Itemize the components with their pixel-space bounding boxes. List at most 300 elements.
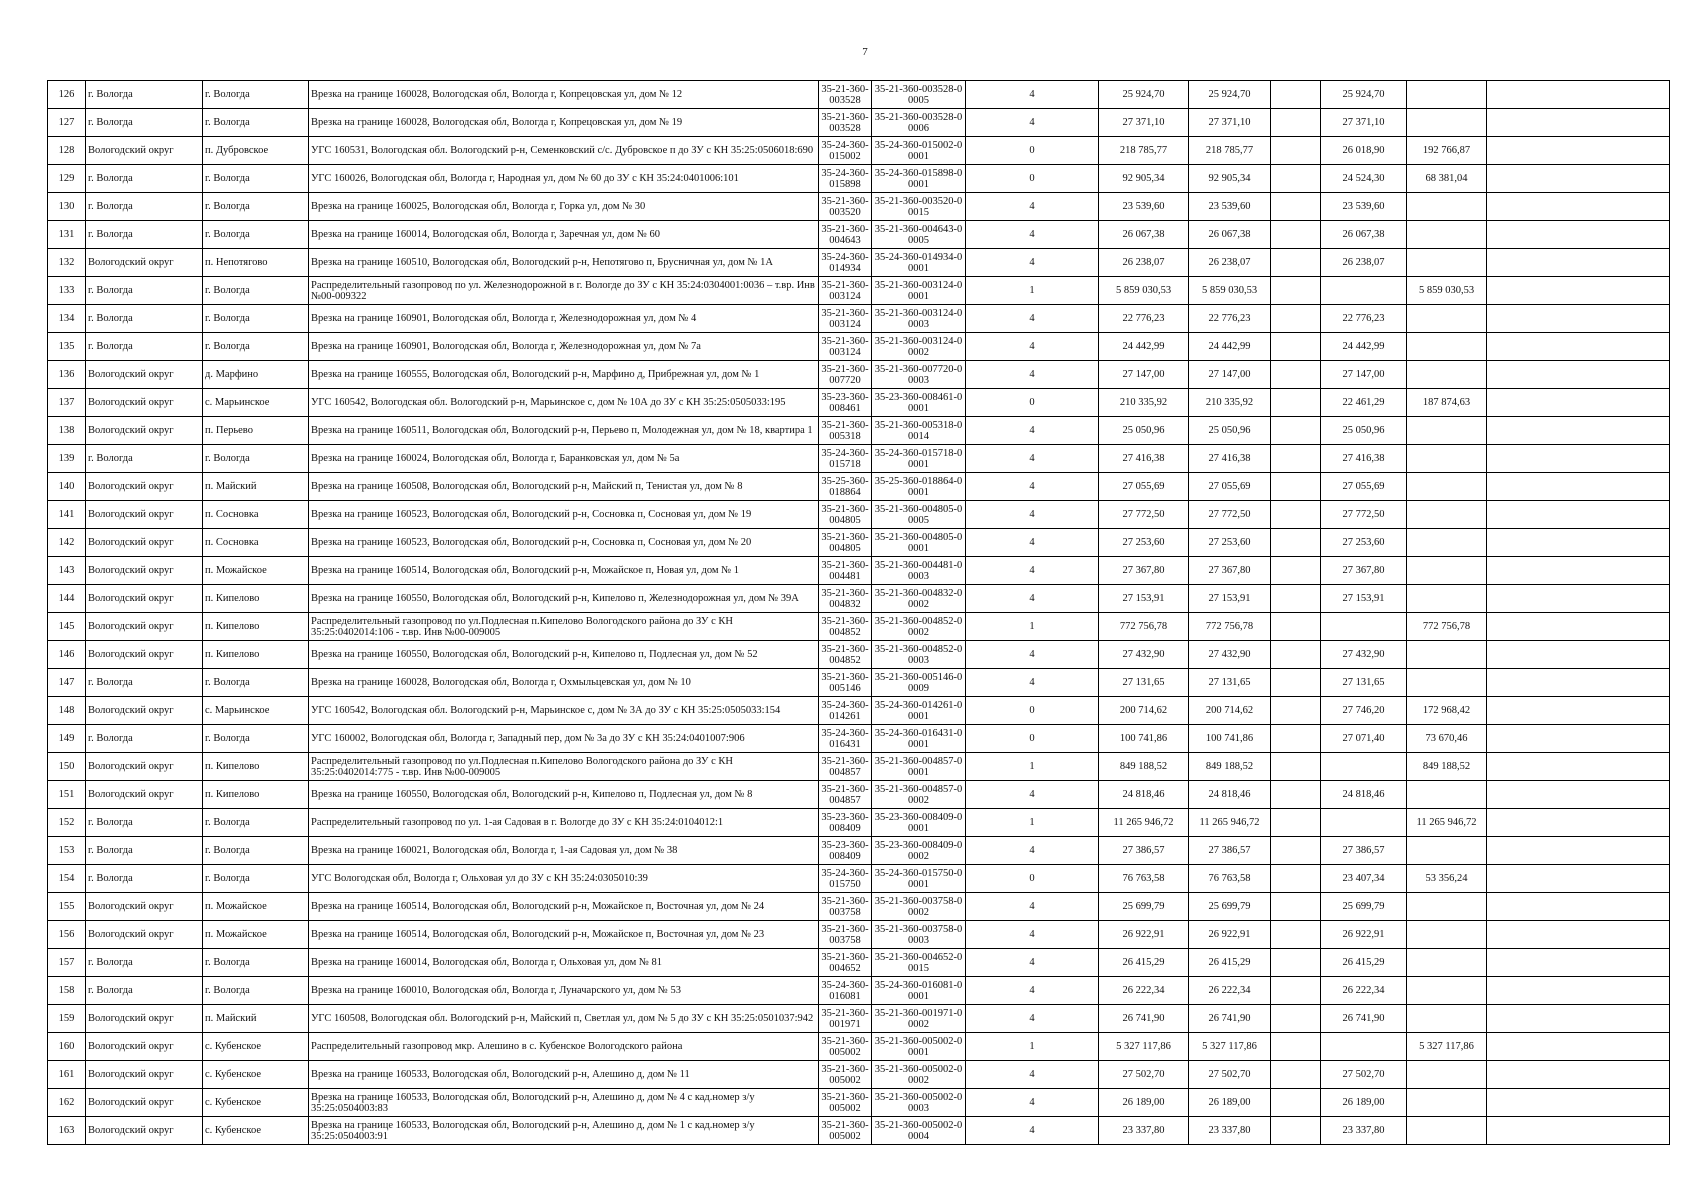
cost-cell: 100 741,86: [1189, 725, 1271, 753]
cost-cell: 26 415,29: [1189, 949, 1271, 977]
cost-cell: 24 818,46: [1189, 781, 1271, 809]
district-cell: Вологодский округ: [86, 137, 203, 165]
locality-cell: п. Сосновка: [203, 501, 309, 529]
empty-cell: [1487, 697, 1670, 725]
object-id-cell: 35-21-360-003528-00005: [872, 81, 966, 109]
total-cost-cell: 27 055,69: [1099, 473, 1189, 501]
connection-cost-cell: 26 189,00: [1321, 1089, 1407, 1117]
cadastral-number-cell: 35-25-360-018864: [819, 473, 872, 501]
district-cell: Вологодский округ: [86, 1061, 203, 1089]
total-cost-cell: 772 756,78: [1099, 613, 1189, 641]
empty-cell: [1487, 193, 1670, 221]
extra-cost-cell: [1407, 417, 1487, 445]
total-cost-cell: 27 772,50: [1099, 501, 1189, 529]
cost-cell: 92 905,34: [1189, 165, 1271, 193]
connection-cost-cell: 26 067,38: [1321, 221, 1407, 249]
empty-cell: [1487, 1117, 1670, 1145]
object-id-cell: 35-21-360-005002-00004: [872, 1117, 966, 1145]
connection-cost-cell: 27 386,57: [1321, 837, 1407, 865]
empty-cell: [1271, 781, 1321, 809]
empty-cell: [1487, 333, 1670, 361]
extra-cost-cell: [1407, 1005, 1487, 1033]
connection-cost-cell: 26 018,90: [1321, 137, 1407, 165]
empty-cell: [1487, 837, 1670, 865]
total-cost-cell: 11 265 946,72: [1099, 809, 1189, 837]
category-cell: 4: [966, 193, 1099, 221]
locality-cell: г. Вологда: [203, 277, 309, 305]
cadastral-number-cell: 35-21-360-005002: [819, 1033, 872, 1061]
district-cell: Вологодский округ: [86, 613, 203, 641]
extra-cost-cell: 187 874,63: [1407, 389, 1487, 417]
object-description-cell: Врезка на границе 160533, Вологодская обл, Вологодский р-н, Алешино д, дом № 1 с кад.номер з/у 35:25:0504003:91: [309, 1117, 819, 1145]
empty-cell: [1271, 1033, 1321, 1061]
page-number: 7: [862, 46, 868, 58]
category-cell: 4: [966, 249, 1099, 277]
connection-cost-cell: 27 153,91: [1321, 585, 1407, 613]
category-cell: 4: [966, 529, 1099, 557]
object-id-cell: 35-25-360-018864-00001: [872, 473, 966, 501]
total-cost-cell: 26 238,07: [1099, 249, 1189, 277]
row-number: 156: [48, 921, 86, 949]
district-cell: Вологодский округ: [86, 501, 203, 529]
total-cost-cell: 27 153,91: [1099, 585, 1189, 613]
connection-cost-cell: 24 442,99: [1321, 333, 1407, 361]
object-description-cell: Врезка на границе 160550, Вологодская обл, Вологодский р-н, Кипелово п, Подлесная ул, дом № 8: [309, 781, 819, 809]
object-description-cell: Врезка на границе 160901, Вологодская обл, Вологда г, Железнодорожная ул, дом № 7а: [309, 333, 819, 361]
extra-cost-cell: [1407, 109, 1487, 137]
category-cell: 4: [966, 1089, 1099, 1117]
cost-cell: 25 050,96: [1189, 417, 1271, 445]
locality-cell: г. Вологда: [203, 809, 309, 837]
district-cell: г. Вологда: [86, 305, 203, 333]
district-cell: г. Вологда: [86, 669, 203, 697]
category-cell: 1: [966, 1033, 1099, 1061]
total-cost-cell: 23 337,80: [1099, 1117, 1189, 1145]
category-cell: 1: [966, 613, 1099, 641]
empty-cell: [1487, 501, 1670, 529]
empty-cell: [1271, 221, 1321, 249]
locality-cell: г. Вологда: [203, 165, 309, 193]
locality-cell: г. Вологда: [203, 333, 309, 361]
empty-cell: [1487, 305, 1670, 333]
object-id-cell: 35-21-360-004832-00002: [872, 585, 966, 613]
category-cell: 0: [966, 697, 1099, 725]
cadastral-number-cell: 35-24-360-014261: [819, 697, 872, 725]
row-number: 143: [48, 557, 86, 585]
empty-cell: [1487, 865, 1670, 893]
cadastral-number-cell: 35-21-360-003528: [819, 81, 872, 109]
locality-cell: п. Можайское: [203, 893, 309, 921]
locality-cell: п. Перьево: [203, 417, 309, 445]
row-number: 134: [48, 305, 86, 333]
cost-cell: 27 386,57: [1189, 837, 1271, 865]
object-description-cell: Врезка на границе 160024, Вологодская обл, Вологда г, Баранковская ул, дом № 5а: [309, 445, 819, 473]
cost-cell: 25 699,79: [1189, 893, 1271, 921]
cadastral-number-cell: 35-21-360-003124: [819, 305, 872, 333]
cadastral-number-cell: 35-24-360-015898: [819, 165, 872, 193]
empty-cell: [1271, 1089, 1321, 1117]
object-description-cell: Врезка на границе 160028, Вологодская обл, Вологда г, Охмыльцевская ул, дом № 10: [309, 669, 819, 697]
table-row: [48, 417, 1670, 445]
category-cell: 4: [966, 333, 1099, 361]
object-id-cell: 35-21-360-003124-00002: [872, 333, 966, 361]
locality-cell: п. Кипелово: [203, 585, 309, 613]
empty-cell: [1271, 529, 1321, 557]
total-cost-cell: 26 067,38: [1099, 221, 1189, 249]
category-cell: 4: [966, 1117, 1099, 1145]
connection-cost-cell: 22 776,23: [1321, 305, 1407, 333]
connection-cost-cell: 23 539,60: [1321, 193, 1407, 221]
locality-cell: с. Марьинское: [203, 389, 309, 417]
district-cell: г. Вологда: [86, 865, 203, 893]
empty-cell: [1271, 333, 1321, 361]
total-cost-cell: 849 188,52: [1099, 753, 1189, 781]
cost-cell: 27 367,80: [1189, 557, 1271, 585]
locality-cell: с. Кубенское: [203, 1089, 309, 1117]
locality-cell: г. Вологда: [203, 865, 309, 893]
extra-cost-cell: [1407, 977, 1487, 1005]
object-description-cell: Распределительный газопровод по ул. 1-ая Садовая в г. Вологде до ЗУ с КН 35:24:0104012:1: [309, 809, 819, 837]
district-cell: г. Вологда: [86, 949, 203, 977]
total-cost-cell: 200 714,62: [1099, 697, 1189, 725]
category-cell: 4: [966, 473, 1099, 501]
empty-cell: [1271, 137, 1321, 165]
cadastral-number-cell: 35-21-360-004481: [819, 557, 872, 585]
row-number: 144: [48, 585, 86, 613]
empty-cell: [1487, 389, 1670, 417]
empty-cell: [1487, 1033, 1670, 1061]
cadastral-number-cell: 35-21-360-003528: [819, 109, 872, 137]
cadastral-number-cell: 35-24-360-015002: [819, 137, 872, 165]
category-cell: 4: [966, 417, 1099, 445]
district-cell: г. Вологда: [86, 81, 203, 109]
row-number: 126: [48, 81, 86, 109]
extra-cost-cell: 11 265 946,72: [1407, 809, 1487, 837]
locality-cell: п. Кипелово: [203, 641, 309, 669]
total-cost-cell: 27 416,38: [1099, 445, 1189, 473]
cadastral-number-cell: 35-21-360-004652: [819, 949, 872, 977]
row-number: 154: [48, 865, 86, 893]
total-cost-cell: 26 922,91: [1099, 921, 1189, 949]
empty-cell: [1487, 781, 1670, 809]
object-id-cell: 35-21-360-004852-00002: [872, 613, 966, 641]
category-cell: 0: [966, 725, 1099, 753]
cost-cell: 27 253,60: [1189, 529, 1271, 557]
cost-cell: 27 131,65: [1189, 669, 1271, 697]
cost-cell: 26 222,34: [1189, 977, 1271, 1005]
object-id-cell: 35-21-360-004857-00002: [872, 781, 966, 809]
row-number: 133: [48, 277, 86, 305]
object-description-cell: Врезка на границе 160508, Вологодская обл, Вологодский р-н, Майский п, Тенистая ул, дом № 8: [309, 473, 819, 501]
empty-cell: [1487, 221, 1670, 249]
table-row: [48, 473, 1670, 501]
category-cell: 1: [966, 809, 1099, 837]
empty-cell: [1271, 389, 1321, 417]
total-cost-cell: 26 222,34: [1099, 977, 1189, 1005]
table-row: [48, 641, 1670, 669]
category-cell: 4: [966, 921, 1099, 949]
connection-cost-cell: 27 253,60: [1321, 529, 1407, 557]
cadastral-number-cell: 35-24-360-016081: [819, 977, 872, 1005]
empty-cell: [1271, 165, 1321, 193]
cadastral-number-cell: 35-21-360-003758: [819, 893, 872, 921]
category-cell: 4: [966, 1005, 1099, 1033]
empty-cell: [1487, 893, 1670, 921]
empty-cell: [1487, 109, 1670, 137]
object-id-cell: 35-21-360-004481-00003: [872, 557, 966, 585]
cost-cell: 23 539,60: [1189, 193, 1271, 221]
district-cell: Вологодский округ: [86, 249, 203, 277]
object-id-cell: 35-21-360-004805-00001: [872, 529, 966, 557]
object-id-cell: 35-21-360-005002-00002: [872, 1061, 966, 1089]
total-cost-cell: 27 432,90: [1099, 641, 1189, 669]
empty-cell: [1271, 109, 1321, 137]
cadastral-number-cell: 35-21-360-005318: [819, 417, 872, 445]
category-cell: 4: [966, 641, 1099, 669]
empty-cell: [1271, 641, 1321, 669]
connection-cost-cell: 26 222,34: [1321, 977, 1407, 1005]
row-number: 130: [48, 193, 86, 221]
extra-cost-cell: [1407, 949, 1487, 977]
object-id-cell: 35-24-360-014261-00001: [872, 697, 966, 725]
cadastral-number-cell: 35-21-360-003124: [819, 333, 872, 361]
object-id-cell: 35-24-360-016431-00001: [872, 725, 966, 753]
cadastral-number-cell: 35-23-360-008409: [819, 837, 872, 865]
empty-cell: [1271, 977, 1321, 1005]
connection-cost-cell: 25 050,96: [1321, 417, 1407, 445]
district-cell: г. Вологда: [86, 837, 203, 865]
district-cell: Вологодский округ: [86, 753, 203, 781]
table-row: [48, 137, 1670, 165]
locality-cell: п. Майский: [203, 473, 309, 501]
locality-cell: г. Вологда: [203, 109, 309, 137]
cost-cell: 27 153,91: [1189, 585, 1271, 613]
row-number: 138: [48, 417, 86, 445]
object-description-cell: Врезка на границе 160014, Вологодская обл, Вологда г, Заречная ул, дом № 60: [309, 221, 819, 249]
empty-cell: [1487, 529, 1670, 557]
empty-cell: [1487, 81, 1670, 109]
locality-cell: г. Вологда: [203, 837, 309, 865]
empty-cell: [1487, 669, 1670, 697]
district-cell: Вологодский округ: [86, 641, 203, 669]
cadastral-number-cell: 35-24-360-015718: [819, 445, 872, 473]
category-cell: 1: [966, 753, 1099, 781]
category-cell: 4: [966, 557, 1099, 585]
row-number: 155: [48, 893, 86, 921]
extra-cost-cell: [1407, 529, 1487, 557]
connection-cost-cell: 24 524,30: [1321, 165, 1407, 193]
connection-cost-cell: 27 367,80: [1321, 557, 1407, 585]
empty-cell: [1487, 249, 1670, 277]
table-row: [48, 949, 1670, 977]
table-row: [48, 389, 1670, 417]
empty-cell: [1271, 753, 1321, 781]
empty-cell: [1487, 1005, 1670, 1033]
extra-cost-cell: [1407, 81, 1487, 109]
connection-cost-cell: 27 147,00: [1321, 361, 1407, 389]
empty-cell: [1271, 501, 1321, 529]
connection-cost-cell: [1321, 1033, 1407, 1061]
extra-cost-cell: [1407, 305, 1487, 333]
cost-cell: 27 772,50: [1189, 501, 1271, 529]
cost-cell: 76 763,58: [1189, 865, 1271, 893]
cadastral-number-cell: 35-21-360-004857: [819, 781, 872, 809]
empty-cell: [1271, 473, 1321, 501]
extra-cost-cell: [1407, 921, 1487, 949]
total-cost-cell: 25 050,96: [1099, 417, 1189, 445]
row-number: 149: [48, 725, 86, 753]
category-cell: 0: [966, 137, 1099, 165]
cadastral-number-cell: 35-21-360-007720: [819, 361, 872, 389]
object-description-cell: Врезка на границе 160514, Вологодская обл, Вологодский р-н, Можайское п, Новая ул, дом № 1: [309, 557, 819, 585]
object-description-cell: УГС 160542, Вологодская обл. Вологодский р-н, Марьинское с, дом № 3А до ЗУ с КН 35:25:0505033:154: [309, 697, 819, 725]
connection-cost-cell: 24 818,46: [1321, 781, 1407, 809]
locality-cell: г. Вологда: [203, 669, 309, 697]
connection-cost-cell: 27 432,90: [1321, 641, 1407, 669]
object-description-cell: УГС 160002, Вологодская обл, Вологда г, Западный пер, дом № 3а до ЗУ с КН 35:24:0401007:906: [309, 725, 819, 753]
table-row: [48, 865, 1670, 893]
row-number: 141: [48, 501, 86, 529]
extra-cost-cell: [1407, 445, 1487, 473]
locality-cell: с. Кубенское: [203, 1117, 309, 1145]
locality-cell: г. Вологда: [203, 305, 309, 333]
table-row: [48, 249, 1670, 277]
connection-cost-cell: 27 371,10: [1321, 109, 1407, 137]
object-description-cell: Распределительный газопровод по ул.Подлесная п.Кипелово Вологодского района до ЗУ с КН 35:25:0402014:106 - т.вр. Инв №00-009005: [309, 613, 819, 641]
district-cell: г. Вологда: [86, 977, 203, 1005]
table-row: [48, 109, 1670, 137]
object-id-cell: 35-23-360-008409-00001: [872, 809, 966, 837]
empty-cell: [1487, 753, 1670, 781]
table-row: [48, 529, 1670, 557]
cost-cell: 22 776,23: [1189, 305, 1271, 333]
extra-cost-cell: [1407, 249, 1487, 277]
extra-cost-cell: 5 327 117,86: [1407, 1033, 1487, 1061]
connection-cost-cell: 27 131,65: [1321, 669, 1407, 697]
table-row: [48, 1089, 1670, 1117]
district-cell: Вологодский округ: [86, 1005, 203, 1033]
locality-cell: с. Кубенское: [203, 1033, 309, 1061]
object-id-cell: 35-24-360-015002-00001: [872, 137, 966, 165]
connection-cost-cell: 25 699,79: [1321, 893, 1407, 921]
object-id-cell: 35-21-360-004805-00005: [872, 501, 966, 529]
object-description-cell: Врезка на границе 160511, Вологодская обл, Вологодский р-н, Перьево п, Молодежная ул, дом № 18, квартира 1: [309, 417, 819, 445]
cost-cell: 26 922,91: [1189, 921, 1271, 949]
object-description-cell: Врезка на границе 160014, Вологодская обл, Вологда г, Ольховая ул, дом № 81: [309, 949, 819, 977]
empty-cell: [1487, 949, 1670, 977]
cost-cell: 27 432,90: [1189, 641, 1271, 669]
locality-cell: п. Майский: [203, 1005, 309, 1033]
empty-cell: [1271, 445, 1321, 473]
table-row: [48, 193, 1670, 221]
district-cell: Вологодский округ: [86, 361, 203, 389]
empty-cell: [1271, 1005, 1321, 1033]
object-description-cell: УГС 160026, Вологодская обл, Вологда г, Народная ул, дом № 60 до ЗУ с КН 35:24:0401006:101: [309, 165, 819, 193]
object-description-cell: УГС Вологодская обл, Вологда г, Ольховая ул до ЗУ с КН 35:24:0305010:39: [309, 865, 819, 893]
empty-cell: [1487, 361, 1670, 389]
total-cost-cell: 25 699,79: [1099, 893, 1189, 921]
total-cost-cell: 27 367,80: [1099, 557, 1189, 585]
extra-cost-cell: [1407, 1117, 1487, 1145]
connection-cost-cell: 26 741,90: [1321, 1005, 1407, 1033]
extra-cost-cell: [1407, 669, 1487, 697]
table-row: [48, 221, 1670, 249]
locality-cell: п. Дубровское: [203, 137, 309, 165]
total-cost-cell: 218 785,77: [1099, 137, 1189, 165]
object-id-cell: 35-21-360-005002-00001: [872, 1033, 966, 1061]
empty-cell: [1487, 445, 1670, 473]
total-cost-cell: 26 189,00: [1099, 1089, 1189, 1117]
empty-cell: [1271, 1117, 1321, 1145]
connection-cost-cell: 22 461,29: [1321, 389, 1407, 417]
locality-cell: г. Вологда: [203, 949, 309, 977]
district-cell: Вологодский округ: [86, 473, 203, 501]
category-cell: 4: [966, 109, 1099, 137]
object-description-cell: Врезка на границе 160550, Вологодская обл, Вологодский р-н, Кипелово п, Железнодорожная ул, дом № 39А: [309, 585, 819, 613]
table-row: [48, 501, 1670, 529]
cadastral-number-cell: 35-21-360-003520: [819, 193, 872, 221]
extra-cost-cell: [1407, 893, 1487, 921]
table-row: [48, 921, 1670, 949]
district-cell: г. Вологда: [86, 445, 203, 473]
cadastral-number-cell: 35-21-360-005002: [819, 1117, 872, 1145]
category-cell: 0: [966, 865, 1099, 893]
object-description-cell: Врезка на границе 160514, Вологодская обл, Вологодский р-н, Можайское п, Восточная ул, дом № 24: [309, 893, 819, 921]
cadastral-number-cell: 35-21-360-004643: [819, 221, 872, 249]
table-row: [48, 697, 1670, 725]
connection-cost-cell: 27 055,69: [1321, 473, 1407, 501]
cost-cell: 24 442,99: [1189, 333, 1271, 361]
extra-cost-cell: [1407, 585, 1487, 613]
object-id-cell: 35-21-360-001971-00002: [872, 1005, 966, 1033]
cost-cell: 849 188,52: [1189, 753, 1271, 781]
row-number: 151: [48, 781, 86, 809]
table-row: [48, 893, 1670, 921]
district-cell: г. Вологда: [86, 277, 203, 305]
category-cell: 4: [966, 781, 1099, 809]
locality-cell: п. Кипелово: [203, 753, 309, 781]
table-row: [48, 837, 1670, 865]
row-number: 145: [48, 613, 86, 641]
row-number: 148: [48, 697, 86, 725]
row-number: 142: [48, 529, 86, 557]
empty-cell: [1271, 725, 1321, 753]
object-description-cell: Распределительный газопровод мкр. Алешино в с. Кубенское Вологодского района: [309, 1033, 819, 1061]
row-number: 139: [48, 445, 86, 473]
connection-cost-cell: 26 238,07: [1321, 249, 1407, 277]
connection-cost-cell: [1321, 277, 1407, 305]
empty-cell: [1271, 361, 1321, 389]
object-id-cell: 35-24-360-015718-00001: [872, 445, 966, 473]
cost-cell: 26 189,00: [1189, 1089, 1271, 1117]
category-cell: 4: [966, 445, 1099, 473]
object-description-cell: УГС 160542, Вологодская обл. Вологодский р-н, Марьинское с, дом № 10А до ЗУ с КН 35:25:0505033:195: [309, 389, 819, 417]
locality-cell: с. Марьинское: [203, 697, 309, 725]
table-row: [48, 1005, 1670, 1033]
object-id-cell: 35-21-360-003758-00002: [872, 893, 966, 921]
cadastral-number-cell: 35-24-360-014934: [819, 249, 872, 277]
extra-cost-cell: 68 381,04: [1407, 165, 1487, 193]
cost-cell: 772 756,78: [1189, 613, 1271, 641]
object-id-cell: 35-21-360-003520-00015: [872, 193, 966, 221]
object-id-cell: 35-21-360-003758-00003: [872, 921, 966, 949]
connection-cost-cell: 23 337,80: [1321, 1117, 1407, 1145]
table-row: [48, 669, 1670, 697]
table-row: [48, 585, 1670, 613]
extra-cost-cell: 849 188,52: [1407, 753, 1487, 781]
cost-cell: 26 238,07: [1189, 249, 1271, 277]
total-cost-cell: 24 442,99: [1099, 333, 1189, 361]
